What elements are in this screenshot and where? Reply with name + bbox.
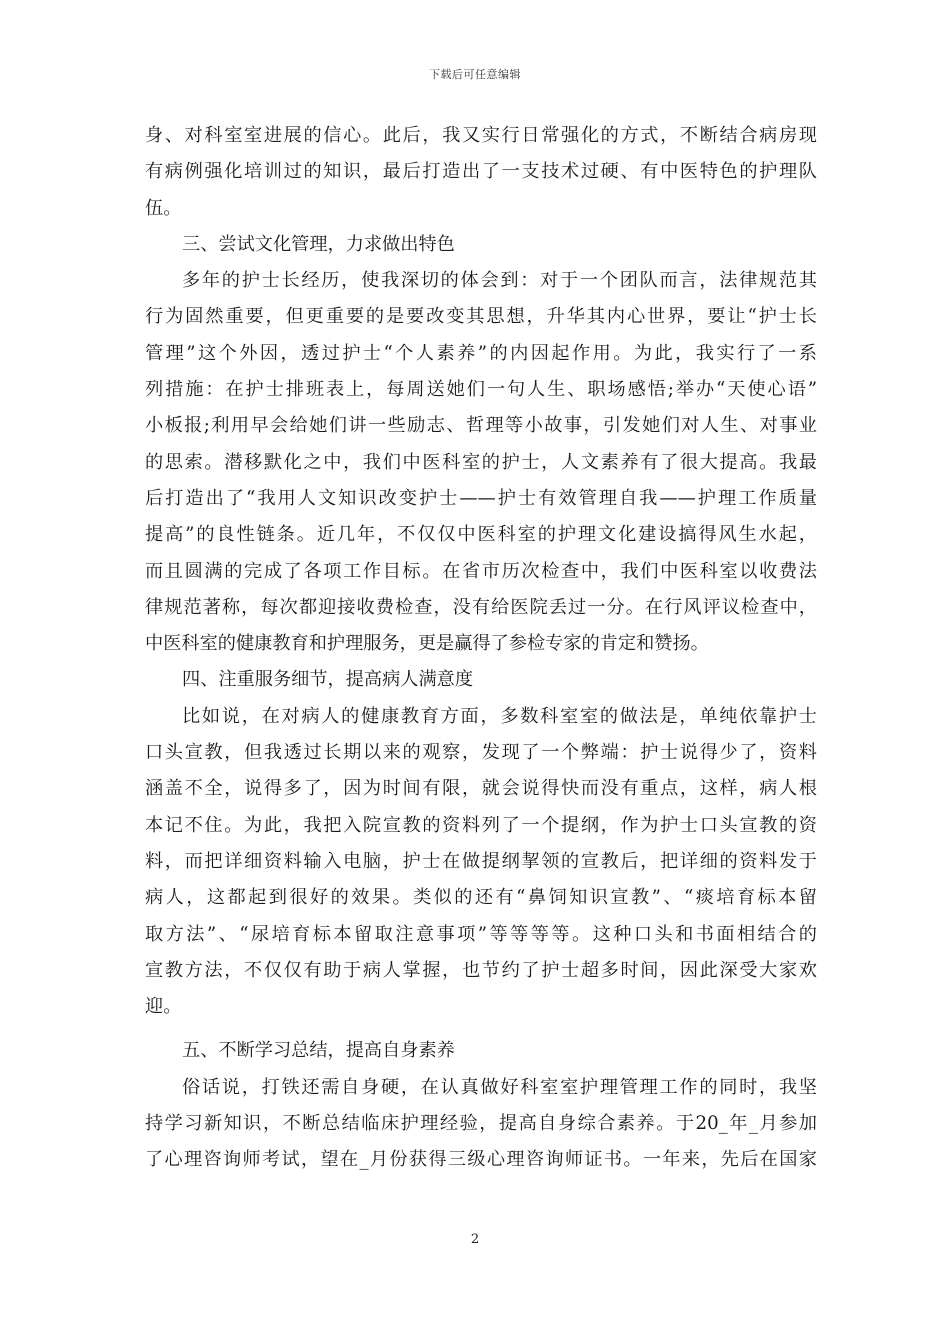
document-body: [145, 118, 817, 1179]
body-line: 涵盖不全，说得多了，因为时间有限，就会说得快而没有重点，这样，病人根: [145, 778, 817, 800]
body-line: 管理”这个外因，透过护士“个人素养”的内因起作用。为此，我实行了一系: [145, 342, 817, 364]
section-heading: 三、尝试文化管理，力求做出特色: [182, 233, 455, 255]
page-number: 2: [470, 1232, 480, 1247]
body-line: 伍。: [145, 197, 182, 219]
body-line: 后打造出了“我用人文知识改变护士——护士有效管理自我——护理工作质量: [145, 487, 817, 509]
body-line: 的思索。潜移默化之中，我们中医科室的护士，人文素养有了很大提高。我最: [145, 451, 817, 473]
body-line: 料，而把详细资料输入电脑，护士在做提纲挈领的宣教后，把详细的资料发于: [145, 850, 817, 872]
body-line: 持学习新知识，不断总结临床护理经验，提高自身综合素养。于20_年_月参加: [145, 1113, 817, 1135]
body-line: 而且圆满的完成了各项工作目标。在省市历次检查中，我们中医科室以收费法: [145, 560, 817, 582]
body-line: 宣教方法，不仅仅有助于病人掌握，也节约了护士超多时间，因此深受大家欢: [145, 959, 817, 981]
body-line: 了心理咨询师考试，望在_月份获得三级心理咨询师证书。一年来，先后在国家: [145, 1149, 817, 1171]
body-line: 迎。: [145, 996, 182, 1018]
body-line: 中医科室的健康教育和护理服务，更是赢得了参检专家的肯定和赞扬。: [145, 633, 709, 655]
body-line: 行为固然重要，但更重要的是要改变其思想，升华其内心世界，要让“护士长: [145, 306, 817, 328]
body-line: 有病例强化培训过的知识，最后打造出了一支技术过硬、有中医特色的护理队: [145, 161, 817, 183]
body-line: 列措施：在护士排班表上，每周送她们一句人生、职场感悟;举办“天使心语”: [145, 379, 817, 401]
body-line: 取方法”、“尿培育标本留取注意事项”等等等等。这种口头和书面相结合的: [145, 923, 817, 945]
body-line: 俗话说，打铁还需自身硬，在认真做好科室室护理管理工作的同时，我坚: [182, 1076, 817, 1098]
body-line: 口头宣教，但我透过长期以来的观察，发现了一个弊端：护士说得少了，资料: [145, 742, 817, 764]
body-line: 病人，这都起到很好的效果。类似的还有“鼻饲知识宣教”、“痰培育标本留: [145, 887, 817, 909]
body-line: 小板报;利用早会给她们讲一些励志、哲理等小故事，引发她们对人生、对事业: [145, 415, 817, 437]
page-header: 下载后可任意编辑: [429, 68, 521, 81]
body-line: 多年的护士长经历，使我深切的体会到：对于一个团队而言，法律规范其: [182, 270, 817, 292]
section-heading: 五、不断学习总结，提高自身素养: [182, 1040, 455, 1062]
body-line: 本记不住。为此，我把入院宣教的资料列了一个提纲，作为护士口头宣教的资: [145, 814, 817, 836]
body-line: 身、对科室室进展的信心。此后，我又实行日常强化的方式，不断结合病房现: [145, 125, 817, 146]
body-line: 比如说，在对病人的健康教育方面，多数科室室的做法是，单纯依靠护士: [182, 705, 817, 727]
body-line: 提高”的良性链条。近几年，不仅仅中医科室的护理文化建设搞得风生水起，: [145, 524, 817, 546]
body-line: 律规范著称，每次都迎接收费检查，没有给医院丢过一分。在行风评议检查中，: [145, 596, 817, 618]
section-heading: 四、注重服务细节，提高病人满意度: [182, 669, 474, 691]
